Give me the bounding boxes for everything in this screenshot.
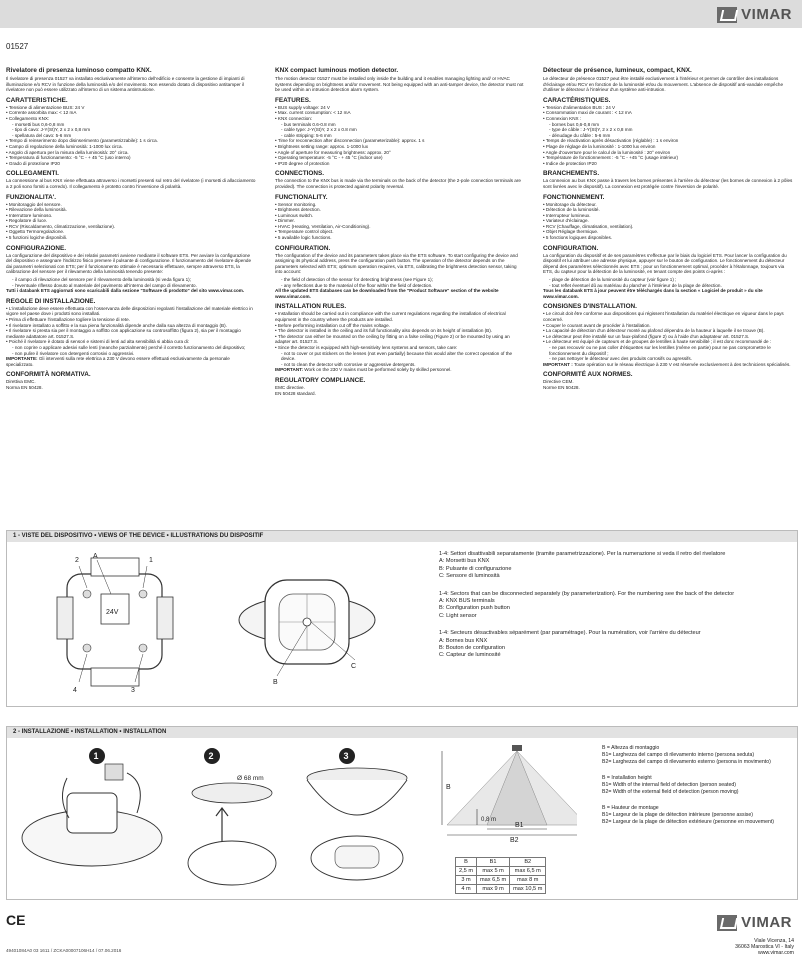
diagram-label-b: B bbox=[446, 784, 451, 791]
section-heading: CONFIGURAZIONE. bbox=[6, 244, 66, 252]
feature-item: • Angle d'ouverture pour le calcul de la luminosité : 20° environ bbox=[543, 150, 793, 156]
section-heading: CONFIGURATION. bbox=[275, 244, 331, 252]
table-cell: 4 m bbox=[456, 885, 477, 894]
feature-subitem: - spellatura del cavo: 5-6 mm bbox=[12, 133, 256, 139]
function-item: • Regolatore di luce. bbox=[6, 218, 256, 224]
column-english bbox=[275, 67, 525, 396]
company-address bbox=[735, 938, 794, 956]
detection-field-diagram bbox=[437, 743, 577, 843]
function-item: • Variateur d'éclairage. bbox=[543, 218, 793, 224]
feature-item: • Connexion KNX : bbox=[543, 116, 793, 122]
rule-item: • Le détecteur est équipé de capteurs et de groupes de lentilles à haute sensibilité ; il est donc recommandé de : bbox=[543, 339, 793, 345]
important-label: IMPORTANT : bbox=[543, 361, 573, 367]
section-heading: REGULATORY COMPLIANCE. bbox=[275, 376, 366, 384]
norm-item: Norme EN 50428. bbox=[543, 384, 580, 390]
feature-item: • Temperatura di funzionamento: -5 °C - + 45 °C (uso interno) bbox=[6, 155, 256, 161]
address-line: 36063 Marostica VI - Italy bbox=[735, 944, 794, 950]
connections-paragraph: La connexion au bus KNX passe à travers les bornes présentes à l'arrière du détecteur (les bornes de connexion à 2 pôles sont livrées avec le dispositif). La connexion est protégée contre l'inversion de polarité. bbox=[543, 178, 793, 189]
feature-subitem: - cable type: J-Y(St)Y, 2 x 2 x 0.8 mm bbox=[281, 127, 525, 133]
feature-item: • Angle of aperture for measuring brightness: approx. 20° bbox=[275, 150, 525, 156]
step-2-number: 2 bbox=[208, 751, 214, 761]
legend-line: C: Sensore di luminosità bbox=[439, 573, 500, 580]
section-heading: FEATURES. bbox=[275, 96, 311, 104]
configuration-subitem: - tout reflet éventuel dû au matériau du plancher à l'intérieur de la plage de détection. bbox=[549, 283, 793, 289]
label-b: B bbox=[273, 679, 278, 686]
norm-item: EMC directive. bbox=[275, 384, 305, 390]
table-cell: 3 m bbox=[456, 876, 477, 885]
feature-subitem: - bus terminals 0.6-0.8 mm bbox=[281, 122, 525, 128]
vimar-logo bbox=[717, 6, 792, 23]
rule-item: • L'installazione deve essere effettuata con l'osservanza delle disposizioni regolanti l'installazione del materiale elettrico in vigore nel paese dove i prodotti sono installati. bbox=[6, 306, 256, 317]
rule-item: • Le détecteur peut être installé sur un faux-plafond (figure 2) ou à l'aide d'un adaptateur art. 01527.S. bbox=[543, 334, 793, 340]
function-item: • RCV (Chauffage, climatisation, ventilation). bbox=[543, 224, 793, 230]
connections-paragraph: La connessione al bus KNX viene effettuata attraverso i morsetti presenti sul retro del rivelatore (i morsetti di allacciamento a 2 poli sono forniti a corredo). Il collegamento è protetto contro l'inversione di polarità. bbox=[6, 178, 256, 189]
legend-line: C: Capteur de luminosité bbox=[439, 652, 501, 659]
rule-item: • Poiché il rivelatore è dotato di sensori e sistemi di lenti ad alta sensibilità si abbia cura di: bbox=[6, 339, 256, 345]
important-note bbox=[543, 362, 793, 368]
feature-subitem: - cable stripping: 5-6 mm bbox=[281, 133, 525, 139]
feature-item: • Tensione di alimentazione BUS: 24 V bbox=[6, 105, 256, 111]
section-heading: CONNECTIONS. bbox=[275, 170, 324, 178]
rule-item: • The detector can either be mounted on the ceiling by fitting on a false ceiling (Figure 2) or be mounted by using an adapter art. 01527.S. bbox=[275, 334, 525, 345]
rule-item: • The detector is installed in the ceiling and its full functionality also depends on its height of installation (B). bbox=[275, 328, 525, 334]
feature-item: • Grado di protezione IP20 bbox=[6, 161, 256, 167]
function-item: • Interrupteur lumineux. bbox=[543, 213, 793, 219]
label-3: 3 bbox=[131, 687, 135, 694]
feature-subitem: - dénudage du câble : 5-6 mm bbox=[549, 133, 793, 139]
function-item: • Interruttore luminoso. bbox=[6, 213, 256, 219]
brand-name: VIMAR bbox=[741, 6, 792, 23]
function-item: • 5 funzioni logiche disponibili. bbox=[6, 235, 256, 241]
configuration-subitem: - any reflections due to the material of the floor within the field of detection. bbox=[281, 283, 525, 289]
figure-2-title: 2 - INSTALLAZIONE • INSTALLATION • INSTALLATION bbox=[7, 727, 797, 738]
section-heading: COLLEGAMENTI. bbox=[6, 170, 59, 178]
feature-item: • Brightness setting range: approx. 1-1000 lux bbox=[275, 144, 525, 150]
section-heading: CONFIGURATION. bbox=[543, 244, 599, 252]
rule-subitem: - non coprire o applicare adesivi sulle lenti (neanche parzialmente) perché il corretto funzionamento del dispositivo; bbox=[12, 345, 256, 351]
label-1: 1 bbox=[149, 557, 153, 564]
document-reference: 49401084A0 03 1611 / ZCKA00007106H14 / 07.06.2016 bbox=[6, 948, 122, 953]
connections-paragraph: The connection to the KNX bus is made via the terminals on the back of the detector (the 2-pole connection terminals are provided). The connection is protected against polarity reversal. bbox=[275, 178, 521, 189]
label-4: 4 bbox=[73, 687, 77, 694]
databank-note: Tutti i databank ETS aggiornati sono scaricabili dalla sezione "Software di prodotto" del sito www.vimar.com. bbox=[6, 288, 245, 294]
feature-item: • Corrente assorbita max: < 12 mA bbox=[6, 110, 256, 116]
function-item: • Sensor monitoring. bbox=[275, 202, 525, 208]
column-title: Rivelatore di presenza luminoso compatto KNX. bbox=[6, 67, 152, 74]
feature-item: • KNX connection: bbox=[275, 116, 525, 122]
norm-item: EN 50428 standard. bbox=[275, 390, 316, 396]
important-label: IMPORTANT: bbox=[275, 367, 303, 373]
rule-subitem: - not to clean the detector with corrosive or aggressive detergents. bbox=[281, 362, 525, 368]
rule-subitem: - not to cover or put stickers on the lenses (not even partially) because this would alter the correct operation of the device. bbox=[281, 351, 525, 362]
intro-paragraph: Il rivelatore di presenza 01527 va installato esclusivamente all'interno dell'edificio e consente la gestione di impianti di illuminazione e/o RCV in funzione della luminosità e/o del movimento. Non essendo dotato di dispositivo antitamper il rivelatore non può essere utilizzato all'interno di un sistema antintrusione. bbox=[6, 76, 245, 93]
feature-item: • BUS supply voltage: 24 V bbox=[275, 105, 525, 111]
legend-line: B = Hauteur de montage bbox=[602, 805, 659, 811]
legend-french bbox=[439, 630, 779, 660]
table-cell: max 6,5 m bbox=[477, 876, 510, 885]
legend-line: B2= Larghezza del campo di rilevamento esterno (persona in movimento) bbox=[602, 759, 771, 765]
databank-note: Tous les databank ETS à jour peuvent être téléchargés dans la section « Logiciel de produit » du site www.vimar.com. bbox=[543, 288, 763, 299]
section-heading: REGOLE DI INSTALLAZIONE. bbox=[6, 297, 96, 305]
function-item: • Rilevazione della luminosità. bbox=[6, 207, 256, 213]
function-item: • Dimmer. bbox=[275, 218, 525, 224]
legend-french bbox=[602, 805, 792, 826]
rule-item: • Couper le courant avant de procéder à l'installation. bbox=[543, 323, 793, 329]
footer-brand-name: VIMAR bbox=[741, 914, 792, 931]
vimar-logo-icon bbox=[717, 915, 737, 931]
footer-logo bbox=[717, 914, 792, 931]
figure-1-title: 1 - VISTE DEL DISPOSITIVO • VIEWS OF THE DEVICE • ILLUSTRATIONS DU DISPOSITIF bbox=[7, 531, 797, 542]
norm-item: Direttiva EMC. bbox=[6, 379, 36, 385]
legend-italian bbox=[439, 551, 779, 581]
address-line: www.vimar.com bbox=[757, 950, 794, 956]
legend-line: C: Light sensor bbox=[439, 612, 477, 619]
databank-note: All the updated ETS databases can be downloaded from the "Product Software" section of the website www.vimar.com. bbox=[275, 288, 499, 299]
section-heading: INSTALLATION RULES. bbox=[275, 303, 347, 311]
table-row bbox=[456, 876, 546, 885]
section-heading: CONSIGNES D'INSTALLATION. bbox=[543, 303, 637, 311]
legend-line: B = Altezza di montaggio bbox=[602, 745, 660, 751]
rule-subitem: - non pulire il rivelatore con detergenti corrosivi o aggressivi. bbox=[12, 351, 256, 357]
feature-subitem: - bornes bus 0,6-0,8 mm bbox=[549, 122, 793, 128]
column-title: KNX compact luminous motion detector. bbox=[275, 67, 399, 74]
section-heading: CARACTÉRISTIQUES. bbox=[543, 96, 611, 104]
vimar-logo-icon bbox=[717, 7, 737, 23]
diagram-label-b2: B2 bbox=[510, 837, 519, 843]
table-row bbox=[456, 885, 546, 894]
figure-2-legend bbox=[602, 745, 792, 826]
important-text: Gli interventi sulla rete elettrica a 230 V devono essere effettuati esclusivamente da personale specializzato. bbox=[6, 356, 230, 367]
important-note bbox=[6, 356, 256, 367]
legend-line: B: Configuration push button bbox=[439, 605, 510, 612]
label-a: A bbox=[93, 553, 98, 560]
legend-line: B: Bouton de configuration bbox=[439, 645, 505, 652]
table-cell: max 6,5 m bbox=[510, 867, 546, 876]
section-heading: CONFORMITÀ NORMATIVA. bbox=[6, 371, 91, 379]
feature-subitem: - type de câble : J-Y(St)Y, 2 x 2 x 0,8 mm bbox=[549, 127, 793, 133]
function-item: • 5 available logic functions. bbox=[275, 235, 525, 241]
rule-item: • Il rivelatore si presta sia per il montaggio a soffitto con applicazione su controsoffitto (figura 2), sia per il montaggio mediante adattatore art. 01527.S. bbox=[6, 328, 256, 339]
column-italian bbox=[6, 67, 256, 391]
feature-subitem: - tipo di cavo: J-Y(St)Y, 2 x 2 x 0,8 mm bbox=[12, 127, 256, 133]
configuration-subitem: - l'eventuale riflesso dovuto al materiale del pavimento all'interno del campo di rilevamento. bbox=[12, 283, 256, 289]
configuration-subitem: - the field of detection of the sensor for detecting brightness (see Figure 1); bbox=[281, 277, 525, 283]
rule-item: • Il rivelatore installato a soffitto e la sua piena funzionalità dipende anche dalla sua altezza di montaggio (B). bbox=[6, 323, 256, 329]
installation-steps-illustration bbox=[7, 738, 447, 898]
configuration-paragraph: La configurazione del dispositivo e dei relativi parametri avviene mediante il software ETS. Per avviare la configurazione del dispositivo e assegnare l'indirizzo fisico premere il pulsante di configurazione. Il funzionamento del rivelatore dipende dai parametri selezionati con ETS; per il funzionamento ottimale è necessario effettuare, sempre attraverso ETS, la calibrazione del sensore per il rilevamento della luminosità tenendo presente: bbox=[6, 252, 251, 275]
section-heading: FONCTIONNEMENT. bbox=[543, 193, 605, 201]
table-cell: max 9 m bbox=[477, 885, 510, 894]
function-item: • Monitoraggio del sensore. bbox=[6, 202, 256, 208]
function-item: • Oggetto Termoregolazione. bbox=[6, 229, 256, 235]
legend-line: 1-4: Secteurs désactivables séparément (par paramétrage). Pour la numération, voir l'arrière du détecteur bbox=[439, 630, 701, 637]
hole-diameter: Ø 68 mm bbox=[237, 775, 264, 782]
address-line: Viale Vicenza, 14 bbox=[754, 938, 794, 944]
legend-line: 1-4: Settori disattivabili separatamente (tramite parametrizzazione). Per la numerazione si veda il retro del rivelatore bbox=[439, 551, 726, 557]
feature-item: • Tempo di reinserimento dopo disinserimento (parametrizzabile): 1 s circa. bbox=[6, 138, 256, 144]
feature-item: • Tension d'alimentation BUS : 24 V bbox=[543, 105, 793, 111]
figure-1-box bbox=[6, 530, 798, 707]
rule-item: • Le circuit doit être conforme aux dispositions qui régissent l'installation du matériel électrique en vigueur dans le pays concerné. bbox=[543, 311, 793, 322]
configuration-subitem: - il campo di rilevazione del sensore per il rilevamento della luminosità (si veda figura 1); bbox=[12, 277, 256, 283]
label-c: C bbox=[351, 663, 357, 670]
rule-item: • Installation should be carried out in compliance with the current regulations regarding the installation of electrical equipment in the country where the products are installed. bbox=[275, 311, 525, 322]
step-1-number: 1 bbox=[93, 751, 99, 761]
important-text: Work on the 230 V mains must be performed solely by skilled personnel. bbox=[304, 367, 452, 373]
feature-item: • Temps de réactivation après désactivation (réglable) : 1 s environ bbox=[543, 138, 793, 144]
step-1-wiring bbox=[22, 748, 162, 866]
feature-item: • Max. current consumption: < 12 mA bbox=[275, 110, 525, 116]
table-header bbox=[456, 858, 546, 867]
table-header-cell: B bbox=[456, 858, 477, 867]
section-heading: FUNZIONALITA'. bbox=[6, 193, 57, 201]
important-text: Toute opération sur le réseau électrique à 230 V est réservée exclusivement à des techniciens spécialisés. bbox=[573, 361, 791, 367]
device-back-view bbox=[57, 558, 173, 686]
feature-item: • Température de fonctionnement : -5 °C - +45 °C (usage intérieur) bbox=[543, 155, 793, 161]
function-item: • Détection de la luminosité. bbox=[543, 207, 793, 213]
section-heading: FUNCTIONALITY. bbox=[275, 193, 328, 201]
function-item: • 5 fonctions logiques disponibles. bbox=[543, 235, 793, 241]
legend-line: B2= Width of the external field of detection (person moving) bbox=[602, 789, 739, 795]
rule-subitem: - ne pas recouvrir ou ne pas coller d'étiquettes sur les lentilles (même en partie) pour ne pas compromettre le fonctionnement du dispositif ; bbox=[549, 345, 793, 356]
table-header-cell: B1 bbox=[477, 858, 510, 867]
legend-line: B: Pulsante di configurazione bbox=[439, 565, 512, 572]
device-front-view bbox=[239, 580, 375, 676]
legend-line: B1= Largeur de la plage de détection intérieure (personne assise) bbox=[602, 812, 753, 818]
function-item: • RCV (Riscaldamento, climatizzazione, ventilazione). bbox=[6, 224, 256, 230]
important-label: IMPORTANTE: bbox=[6, 356, 38, 362]
function-item: • HVAC (Heating, Ventilation, Air-Conditioning). bbox=[275, 224, 525, 230]
rule-item: • La capacité de détection d'un détecteur monté au plafond dépendra de la hauteur à laquelle il se trouve (B). bbox=[543, 328, 793, 334]
table-cell: max 10,5 m bbox=[510, 885, 546, 894]
feature-item: • Campo di regolazione della luminosità: 1-1000 lux circa. bbox=[6, 144, 256, 150]
label-2: 2 bbox=[75, 557, 79, 564]
intro-paragraph: The motion detector 01527 must be installed only inside the building and it enables managing lighting and/ or HVAC systems depending on brightness and/or movement. Not being equipped with an anti-tamper device, the detector must not be used within an intrusion detection alarm system. bbox=[275, 76, 524, 93]
figure-2-box bbox=[6, 726, 798, 900]
step-3-number: 3 bbox=[343, 751, 349, 761]
function-item: • Monitorage du détecteur. bbox=[543, 202, 793, 208]
configuration-subitem: - plage de détection de la luminosité du capteur (voir figure 1) ; bbox=[549, 277, 793, 283]
norm-item: Norma EN 50428. bbox=[6, 384, 43, 390]
legend-english bbox=[602, 775, 792, 796]
column-title: Détecteur de présence, lumineux, compact, KNX. bbox=[543, 67, 692, 74]
product-code: 01527 bbox=[6, 42, 29, 51]
column-french bbox=[543, 67, 793, 391]
feature-subitem: - morsetti bus 0,6-0,8 mm bbox=[12, 122, 256, 128]
intro-paragraph: Le détecteur de présence 01527 peut être installé exclusivement à l'intérieur et permet de contrôler des installations d'éclairage et/ou RCV en fonction de la luminosité et/ou du mouvement. L'absence de dispositif anti-vandale empêche d'utiliser le détecteur à l'intérieur d'un système anti-intrusion. bbox=[543, 76, 784, 93]
rule-item: • Prima di effettuare l'installazione togliere la tensione di rete. bbox=[6, 317, 256, 323]
function-item: • Objet Réglage thermique. bbox=[543, 229, 793, 235]
voltage-label: 24V bbox=[106, 609, 119, 616]
rule-subitem: - ne pas nettoyer le détecteur avec des produits corrosifs ou agressifs. bbox=[549, 356, 793, 362]
legend-line: B1= Width of the internal field of detection (person seated) bbox=[602, 782, 736, 788]
table-row bbox=[456, 867, 546, 876]
feature-item: • Angolo di apertura per la misura della luminosità: 20° circa. bbox=[6, 150, 256, 156]
legend-line: B2= Largeur de la plage de détection extérieure (personne en mouvement) bbox=[602, 819, 775, 825]
table-cell: max 5 m bbox=[477, 867, 510, 876]
figure-1-legend bbox=[439, 551, 779, 660]
important-note bbox=[275, 367, 525, 373]
legend-line: A: KNX BUS terminals bbox=[439, 598, 495, 605]
diagram-label-b1: B1 bbox=[515, 822, 524, 829]
norm-item: Directive CEM. bbox=[543, 379, 574, 385]
legend-line: B = Installation height bbox=[602, 775, 652, 781]
step-3-mounted bbox=[307, 748, 407, 880]
table-cell: 2,5 m bbox=[456, 867, 477, 876]
rule-item: • Before performing installation cut off the mains voltage. bbox=[275, 323, 525, 329]
feature-item: • Operating temperature: -5 °C - + 45 °C (indoor use) bbox=[275, 155, 525, 161]
legend-italian bbox=[602, 745, 792, 766]
section-heading: BRANCHEMENTS. bbox=[543, 170, 600, 178]
feature-item: • Indice de protection IP20 bbox=[543, 161, 793, 167]
legend-line: 1-4: Sectors that can be disconnected separately (by parameterization). For the numbering see the back of the detector bbox=[439, 590, 735, 597]
legend-english bbox=[439, 591, 779, 621]
section-heading: CONFORMITÉ AUX NORMES. bbox=[543, 371, 633, 379]
diagram-label-height: 0,8 m bbox=[481, 817, 497, 823]
configuration-paragraph: La configuration du dispositif et de ses paramètres s'effectue par le biais du logiciel ETS. Pour lancer la configuration du dispositif et lui attribuer une adresse physique, appuyer sur le bouton de configuration. Le fonctionnement du détecteur dépend des paramètres sélectionnés avec ETS ; pour un fonctionnement optimal, procéder à l'étalonnage, toujours via ETS, du capteur pour la détection de la luminosité, en tenant compte des points ci-après : bbox=[543, 252, 787, 275]
feature-item: • Consommation maxi de courant : < 12 mA bbox=[543, 110, 793, 116]
step-2-ceiling-hole bbox=[188, 748, 276, 885]
section-heading: CARATTERISTICHE. bbox=[6, 96, 68, 104]
ce-mark: CE bbox=[6, 912, 26, 928]
function-item: • Temperature control object. bbox=[275, 229, 525, 235]
table-cell: max 8 m bbox=[510, 876, 546, 885]
legend-line: B1= Larghezza del campo di rilevamento interno (persona seduta) bbox=[602, 752, 755, 758]
function-item: • Brightness detection. bbox=[275, 207, 525, 213]
feature-item: • Plage de réglage de la luminosité : 1-1000 lux environ bbox=[543, 144, 793, 150]
legend-line: A: Bornes bus KNX bbox=[439, 637, 488, 644]
configuration-paragraph: The configuration of the device and its parameters takes place via the ETS software. To start configuring the device and assigning its physical address, press the configuration push button. The operation of the detector depends on the parameters selected with ETS; optimum operation requires, via ETS, calibrating the brightness detection sensor, taking into account: bbox=[275, 252, 518, 275]
page-header bbox=[0, 0, 802, 28]
rule-item: • Since the detector is equipped with high-sensitivity lens systems and sensors, take care: bbox=[275, 345, 525, 351]
feature-item: • Collegamento KNX: bbox=[6, 116, 256, 122]
detection-range-table bbox=[455, 857, 546, 894]
feature-item: • IP20 degree of protection bbox=[275, 161, 525, 167]
legend-line: A: Morsetti bus KNX bbox=[439, 558, 490, 565]
table-header-cell: B2 bbox=[510, 858, 546, 867]
feature-item: • Time for reconnection after disconnection (parameterizable): approx. 1 s bbox=[275, 138, 525, 144]
function-item: • Luminous switch. bbox=[275, 213, 525, 219]
